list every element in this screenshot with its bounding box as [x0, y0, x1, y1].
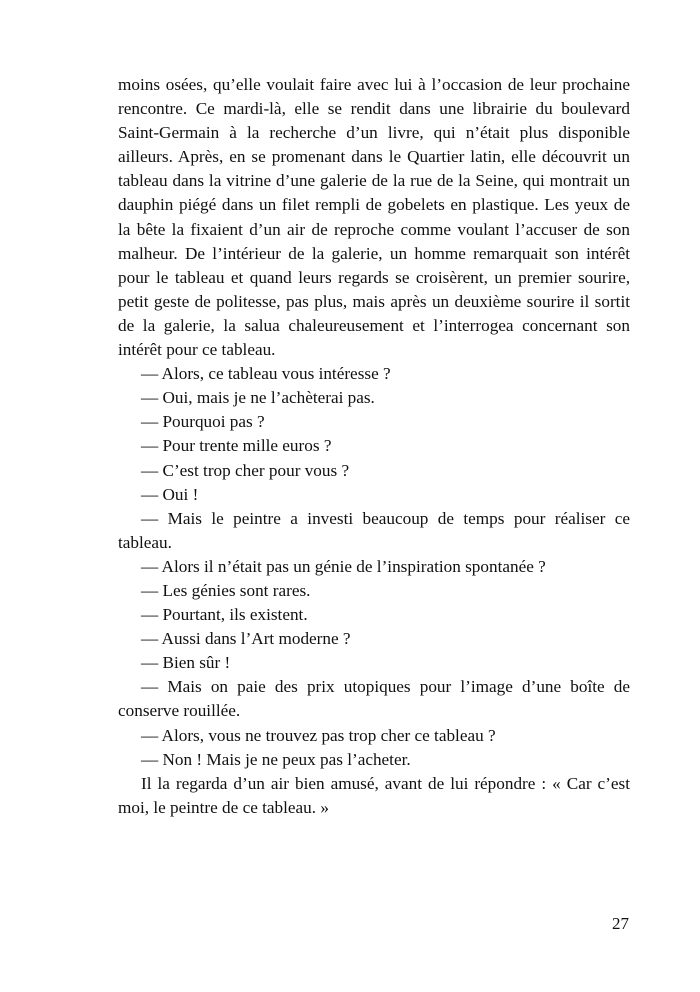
- paragraph-narrative-closing: Il la regarda d’un air bien amusé, avant de lui répondre : « Car c’est moi, le peintre de ce tableau. »: [118, 773, 630, 817]
- dialogue-line: — Oui, mais je ne l’achèterai pas.: [141, 388, 375, 408]
- dialogue-line: — Pourquoi pas ?: [141, 412, 265, 432]
- dialogue-line: — Alors, ce tableau vous intéresse ?: [141, 364, 391, 384]
- dialogue-line: — Les génies sont rares.: [141, 580, 311, 600]
- dialogue-line: — Oui !: [141, 484, 199, 504]
- dialogue-line: — Alors il n’était pas un génie de l’inspiration spontanée ?: [141, 556, 546, 576]
- page-number: 27: [612, 914, 629, 933]
- dialogue-line: — Mais le peintre a investi beaucoup de temps pour réaliser ce tableau.: [118, 508, 630, 552]
- page-body-text: [118, 73, 630, 820]
- dialogue-line: — Alors, vous ne trouvez pas trop cher ce tableau ?: [141, 725, 496, 745]
- dialogue-line: — Non ! Mais je ne peux pas l’acheter.: [141, 749, 411, 769]
- dialogue-line: — Pour trente mille euros ?: [141, 436, 332, 456]
- dialogue-line: — C’est trop cher pour vous ?: [141, 460, 350, 480]
- dialogue-line: — Mais on paie des prix utopiques pour l’image d’une boîte de conserve rouillée.: [118, 677, 630, 721]
- paragraph-narrative-opening: moins osées, qu’elle voulait faire avec lui à l’occasion de leur prochaine rencontre. Ce mardi-là, elle se rendit dans une librairie du boulevard Saint-Germain à la recherche d’un livre, qui n’était plus disponible ailleurs. Après, en se promenant dans le Quartier latin, elle découvrit un tableau dans la vitrine d’une galerie de la rue de la Seine, qui montrait un dauphin piégé dans un filet rempli de gobelets en plastique. Les yeux de la bête la fixaient d’un air de reproche comme voulant l’accuser de son malheur. De l’intérieur de la galerie, un homme remarquait son intérêt pour le tableau et quand leurs regards se croisèrent, un premier sourire, petit geste de politesse, pas plus, mais après un deuxième sourire il sortit de la galerie, la salua chaleureusement et l’interrogea concernant son intérêt pour ce tableau.: [118, 75, 630, 360]
- dialogue-line: — Bien sûr !: [141, 653, 231, 673]
- dialogue-line: — Aussi dans l’Art moderne ?: [141, 629, 351, 649]
- dialogue-line: — Pourtant, ils existent.: [141, 605, 308, 625]
